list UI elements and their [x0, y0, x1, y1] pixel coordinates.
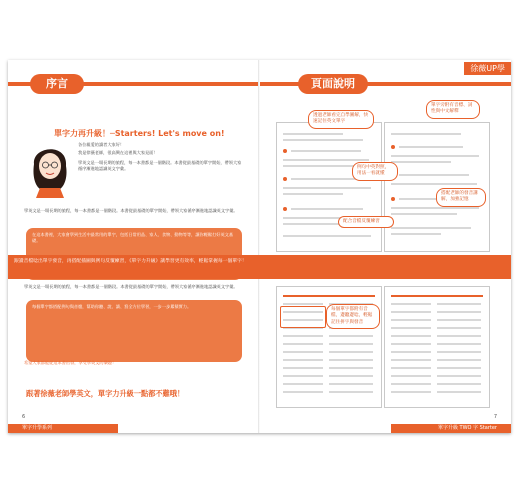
page-number-right: 7 — [493, 414, 497, 420]
body-paragraph: 學英文是一場長期的旅程，每一本書都是一個階段。本書從最基礎的單字開始，帶領大家循序漸進地認識英文字彙。 — [24, 208, 238, 213]
left-page — [8, 60, 259, 433]
slogan: 跟著徐薇老師學英文，單字力升級一點都不難哦！ — [26, 389, 185, 398]
sample-page-1 — [276, 122, 382, 252]
intro-body: 學英文是一場長期的旅程，每一本書都是一個階段。本書從最基礎的單字開始，帶領大家循序漸進地認識英文字彙。 — [78, 160, 242, 172]
orange-note-2: 每個單字都搭配例句與音檔，幫助你聽、說、讀、寫全方位學習，一步一步累積實力。 — [26, 300, 242, 362]
section-tag-preface: 序言 — [30, 74, 84, 94]
callout-4: 搭配老師的發音講解，加強記憶 — [436, 188, 486, 207]
intro-line-1: 各位親愛的讀者大家好！ — [78, 142, 125, 147]
explanation-band: 跟讀音檔唸出單字發音，再搭配插圖與例句反覆練習，《單字力升級》讓學習更有效率，輕鬆掌握每一個單字！ — [8, 255, 511, 279]
page-number-left: 6 — [22, 414, 26, 420]
highlight-box — [280, 306, 326, 328]
footer-note: 希望大家都能從這本書出發，享受學英文的樂趣！ — [24, 360, 117, 365]
orange-note-1: 在這本書裡，大家會學到生活中最常用的單字，包括日常用品、家人、食物、動物等等，讓你輕鬆打好英文基礎。 — [26, 228, 242, 280]
section-tag-page-guide: 頁面說明 — [298, 74, 368, 94]
corner-tab: 徐薇UP學 — [464, 62, 511, 75]
callout-1: 透過老師看完自學圖解，快速記住英文單字 — [308, 110, 374, 129]
preface-headline: 單字力再升級！─Starters! Let's move on! — [54, 129, 225, 138]
footer-label-right: 單字升級 TWO 字 Starter — [391, 424, 511, 433]
callout-2: 單字旁附有音標、詞性與中文解釋 — [426, 100, 480, 119]
body-paragraph-2: 學英文是一場長期的旅程，每一本書都是一個階段。本書從最基礎的單字開始，帶領大家循序漸進地認識英文字彙。 — [24, 284, 238, 289]
word-list-page-2 — [384, 286, 490, 408]
callout-lower: 每個單字都附有音檔，邊聽邊唸，輕鬆記住拼字與發音 — [326, 304, 380, 329]
callout-3: 例句中英對照，用法一看就懂 — [352, 162, 398, 181]
teacher-illustration — [28, 138, 72, 198]
sample-page-2 — [384, 122, 490, 252]
callout-5: 配合音檔反覆練習 — [338, 216, 394, 228]
book-spread — [8, 60, 511, 433]
intro-line-2: 我是徐薇老師，很高興在這裡與大家見面！ — [78, 150, 158, 155]
footer-label-left: 單字升學系列 — [8, 424, 118, 433]
